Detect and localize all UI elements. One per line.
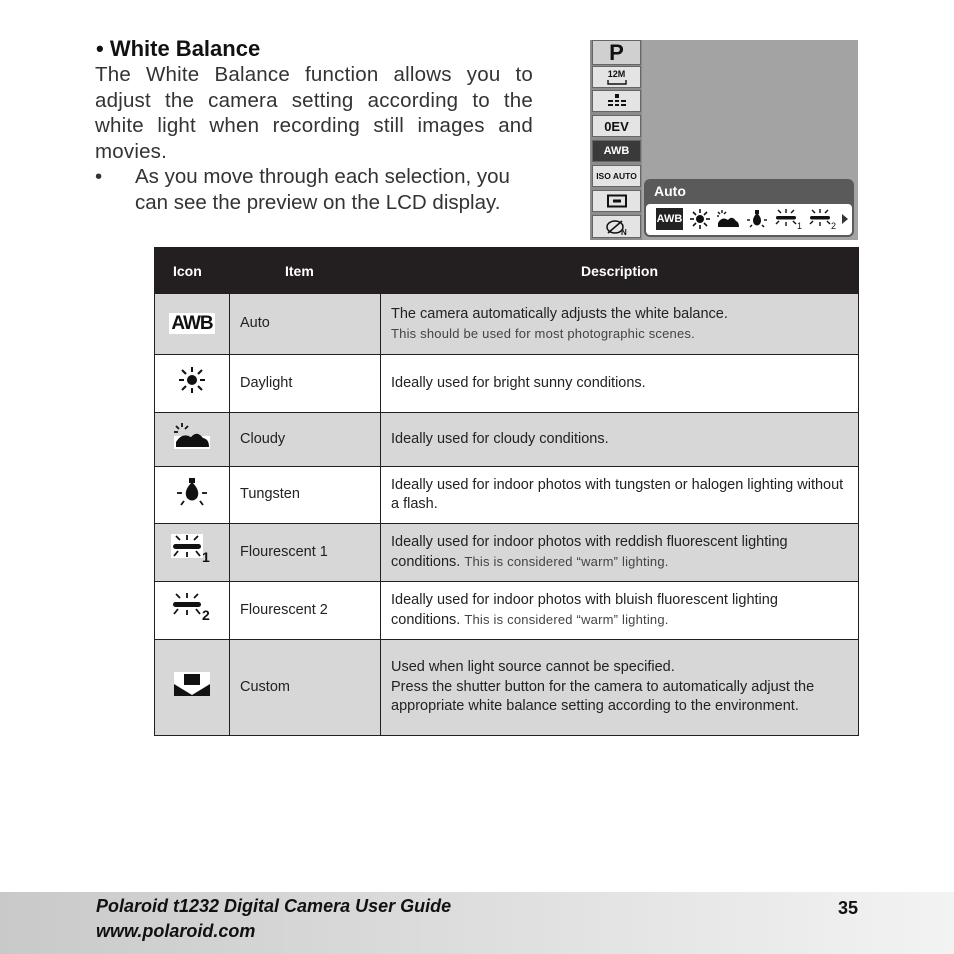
tungsten-icon [155,467,230,524]
effect-icon [592,215,641,238]
custom-icon [155,640,230,736]
wb-option-strip [646,204,852,235]
table-row [155,582,859,640]
mode-p-icon: P [592,40,641,65]
item-cell: Tungsten [230,467,381,524]
description-note: This should be used for most photographic scenes. [391,326,695,341]
table-row [155,467,859,524]
lcd-preview [590,40,858,240]
metering-icon [592,190,641,212]
resolution-icon [592,66,641,88]
description-cell: Ideally used for cloudy conditions. [381,413,859,467]
description-cell [381,294,859,355]
resolution-label: 12M [607,68,626,79]
description-cell [381,640,859,736]
svg-text:N: N [620,227,627,236]
description-text: Used when light source cannot be specified. [391,659,675,676]
iso-icon: ISO AUTO [592,165,641,187]
description-note: This is considered “warm” lighting. [464,554,669,569]
awb-icon [155,294,230,355]
column-header-description: Description [381,248,859,294]
item-cell: Cloudy [230,413,381,467]
item-cell: Auto [230,294,381,355]
description-text-2: Press the shutter button for the camera to automatically adjust the appropriate white balance setting according to the environment. [391,678,815,715]
white-balance-table [154,247,859,736]
description-note: This is considered “warm” lighting. [464,612,669,627]
lcd-menu-column [590,40,642,240]
fluorescent-1-icon [155,524,230,582]
website-url: www.polaroid.com [96,921,256,941]
fluorescent-2-icon [155,582,230,640]
daylight-option-icon [689,209,711,229]
table-row [155,413,859,467]
description-text: Ideally used for indoor photos with bluish fluorescent lighting conditions. [391,591,778,628]
svg-text:2: 2 [202,607,210,623]
wb-selection-panel [644,179,854,237]
exposure-icon: 0EV [592,115,641,137]
fluorescent-2-option-icon [808,209,838,231]
column-header-item: Item [230,248,381,294]
svg-text:2: 2 [831,221,837,231]
description-cell [381,524,859,582]
daylight-icon [155,355,230,413]
page-footer [0,892,954,954]
cloudy-icon [155,413,230,467]
awb-icon-label: AWB [171,312,213,334]
wb-current-label: Auto [654,183,686,199]
section-heading: • White Balance [96,36,261,61]
table-row [155,294,859,355]
awb-option-icon: AWB [656,208,683,230]
fluorescent-1-option-icon [774,209,804,231]
item-cell: Flourescent 1 [230,524,381,582]
item-cell: Daylight [230,355,381,413]
description-cell: Ideally used for indoor photos with tungsten or halogen lighting without a flash. [381,467,859,524]
cloudy-option-icon [716,209,740,229]
svg-text:1: 1 [797,221,803,231]
bullet-text: As you move through each selection, you can see the preview on the LCD display. [135,165,510,214]
table-row [155,355,859,413]
awb-menu-icon: AWB [592,140,641,162]
svg-text:1: 1 [202,549,210,565]
table-header-row [155,248,859,294]
tungsten-option-icon [746,209,768,229]
description-cell: Ideally used for bright sunny conditions. [381,355,859,413]
quality-icon [592,90,641,112]
bullet-dot: • [95,165,103,188]
guide-title: Polaroid t1232 Digital Camera User Guide [96,896,452,916]
page-number: 35 [838,898,859,918]
description-cell [381,582,859,640]
table-row [155,524,859,582]
table-row [155,640,859,736]
item-cell: Flourescent 2 [230,582,381,640]
column-header-icon: Icon [155,248,230,294]
intro-paragraph: The White Balance function allows you to adjust the camera setting according to the white light when recording still images and movies. [95,63,533,163]
scroll-right-arrow-icon [841,213,849,225]
description-text: Ideally used for indoor photos with reddish fluorescent lighting conditions. [391,533,788,570]
description-text: The camera automatically adjusts the white balance. [391,305,728,322]
item-cell: Custom [230,640,381,736]
